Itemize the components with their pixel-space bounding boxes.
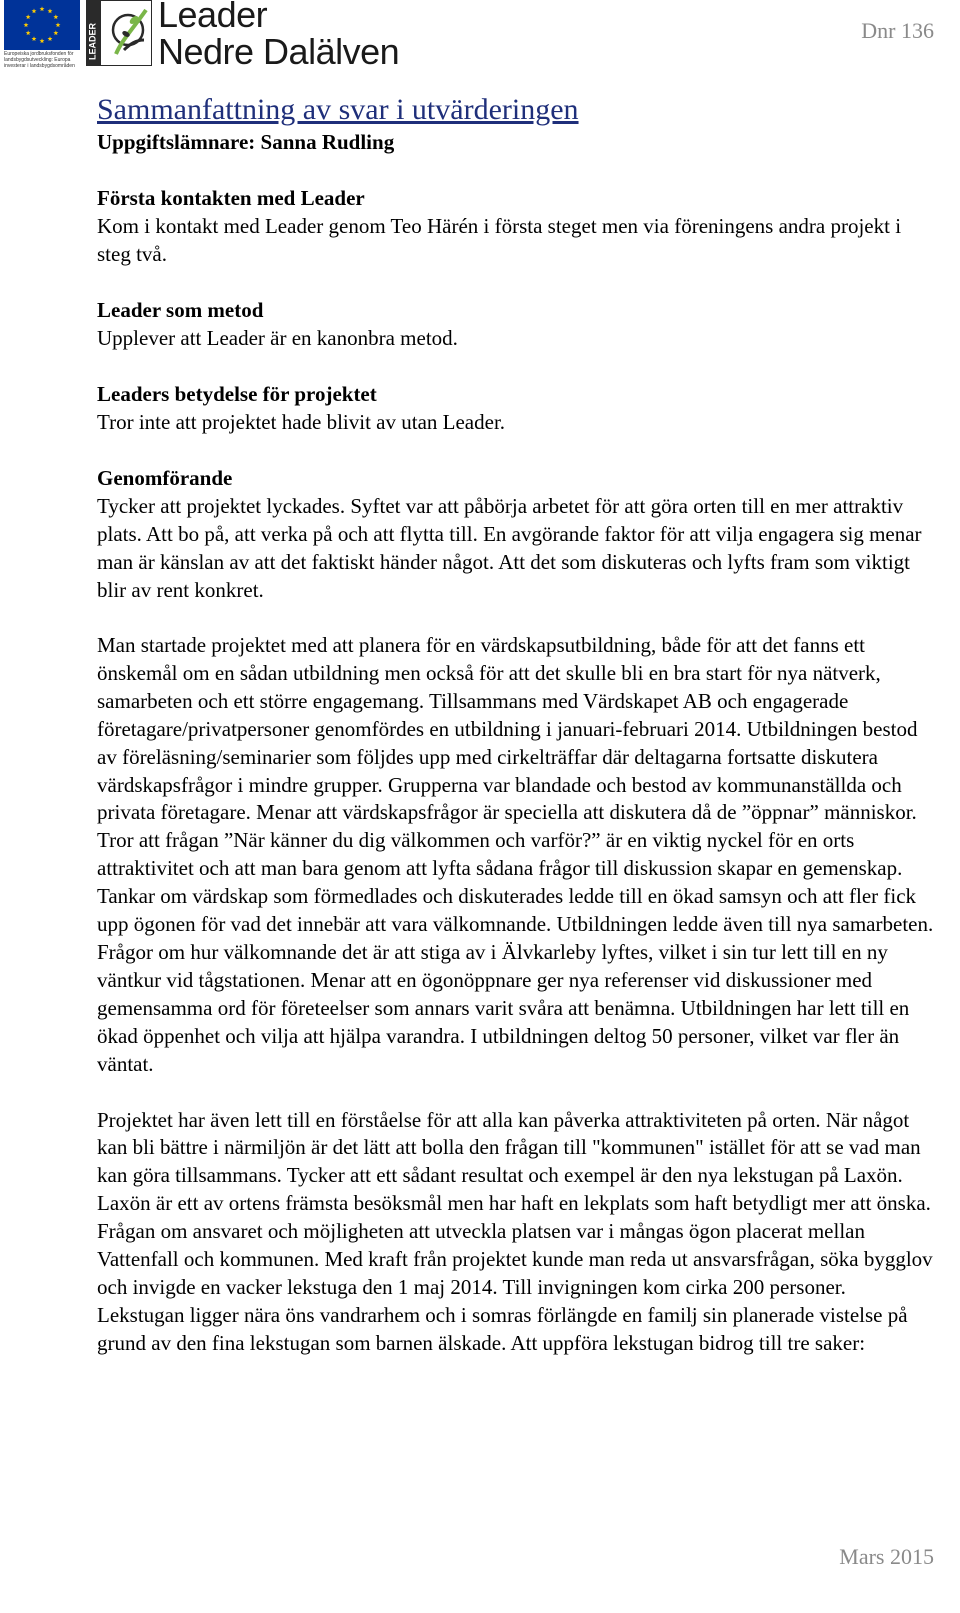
page-header [0, 0, 960, 80]
section-heading: Genomförande [97, 466, 233, 490]
eu-caption: Europeiska jordbruksfonden för landsbygdsutveckling: Europa investerar i landsbygdsområden [4, 51, 75, 69]
respondent-line: Uppgiftslämnare: Sanna Rudling [97, 130, 395, 154]
section-text: Tror inte att projektet hade blivit av utan Leader. [97, 410, 506, 434]
section-heading: Första kontakten med Leader [97, 186, 365, 210]
eu-star-icon [40, 38, 45, 43]
document-body [97, 92, 937, 1358]
body-paragraph: Man startade projektet med att planera för en värdskapsutbildning, både för att det fanns ett önskemål om en sådan utbildning men också för att det skulle bli en bra start för nya nätverk, samarbeten och ett större engagemang. Tillsammans med Värdskapet AB och engagerade företagare/privatpersoner genomfördes en utbildning i januari-februari 2014. Utbildningen bestod av föreläsning/seminarier som följdes upp med cirkelträffar där deltagarna fortsatte diskutera värdskapsfrågor i mindre grupper. Grupperna var blandade och bestod av kommunanställda och privata företagare. Menar att värdskapsfrågor är speciella att diskutera då de ”öppnar” människor. Tror att frågan ”När känner du dig välkommen och varför?” är en viktig nyckel för en orts attraktivitet och att man bara genom att lyfta sådana frågor till diskussion skapar en gemenskap. Tankar om värdskap som förmedlades och diskuterades ledde till en ökad samsyn och att fler fick upp ögonen för vad det innebär att vara välkomnande. Utbildningen ledde även till nya samarbeten. Frågor om hur välkomnande det är att stiga av i Älvkarleby lyftes, vilket i sin tur lett till en ny väntkur vid tågstationen. Menar att en ögonöppnare ger nya referenser vid diskussioner med gemensamma ord för företeelser som annars varit svåra att benämna. Utbildningen har lett till en ökad öppenhet och vilja att hjälpa varandra. I utbildningen deltog 50 personer, vilket var fler än väntat. [97, 633, 934, 1076]
eu-star-icon [32, 36, 37, 41]
leader-logo-line2: Nedre Dalälven [158, 31, 400, 72]
eu-star-icon [32, 9, 37, 14]
eu-star-icon [56, 22, 61, 27]
eu-star-icon [26, 30, 31, 35]
section-method [97, 296, 937, 352]
leader-logo-text [158, 0, 399, 70]
eu-star-icon [26, 14, 31, 19]
section-implementation [97, 464, 937, 604]
section-significance [97, 380, 937, 436]
leader-logo-icon [86, 0, 152, 66]
section-text: Upplever att Leader är en kanonbra metod. [97, 326, 458, 350]
eu-star-icon [48, 36, 53, 41]
section-text: Tycker att projektet lyckades. Syftet var att påbörja arbetet för att göra orten till en mer attraktiv plats. Att bo på, att verka på och att flytta till. En avgörande faktor för att vilja engagera sig menar man är känslan av att det faktiskt händer något. Att det som diskuteras och lyfts fram som viktigt blir av rent konkret. [97, 494, 922, 602]
eu-star-icon [48, 9, 53, 14]
eu-flag-icon [4, 0, 80, 50]
section-heading: Leaders betydelse för projektet [97, 382, 377, 406]
section-first-contact [97, 184, 937, 268]
leader-mark-text: LEADER [87, 22, 98, 60]
footer-date: Mars 2015 [839, 1544, 934, 1569]
body-paragraph: Projektet har även lett till en förståelse för att alla kan påverka attraktiviteten på orten. När något kan bli bättre i närmiljön är det lätt att bolla den frågan till "kommunen" istället för att se vad man kan göra tillsammans. Tycker att ett sådant resultat och exempel är den nya lekstugan på Laxön. Laxön är ett av ortens främsta besöksmål men har haft en lekplats som haft betydligt mer att önska. Frågan om ansvaret och möjligheten att utveckla platsen var i mångas ögon placerat mellan Vattenfall och kommunen. Med kraft från projektet kunde man reda ut ansvarsfrågan, söka bygglov och invigde en vacker lekstuga den 1 maj 2014. Till invigningen kom cirka 200 personer. Lekstugan ligger nära öns vandrarhem och i somras förlängde en familj sin planerade vistelse på grund av den fina lekstugan som barnen älskade. Att uppföra lekstugan bidrog till tre saker: [97, 1107, 933, 1355]
section-text: Kom i kontakt med Leader genom Teo Härén i första steget men via föreningens andra projekt i steg två. [97, 214, 902, 266]
eu-star-icon [24, 22, 29, 27]
eu-star-icon [53, 14, 58, 19]
eu-star-icon [53, 30, 58, 35]
leader-logo-line1: Leader [158, 0, 268, 35]
document-number: Dnr 136 [861, 18, 934, 43]
eu-star-icon [40, 6, 45, 11]
section-heading: Leader som metod [97, 298, 264, 322]
page-title: Sammanfattning av svar i utvärderingen [97, 93, 579, 126]
